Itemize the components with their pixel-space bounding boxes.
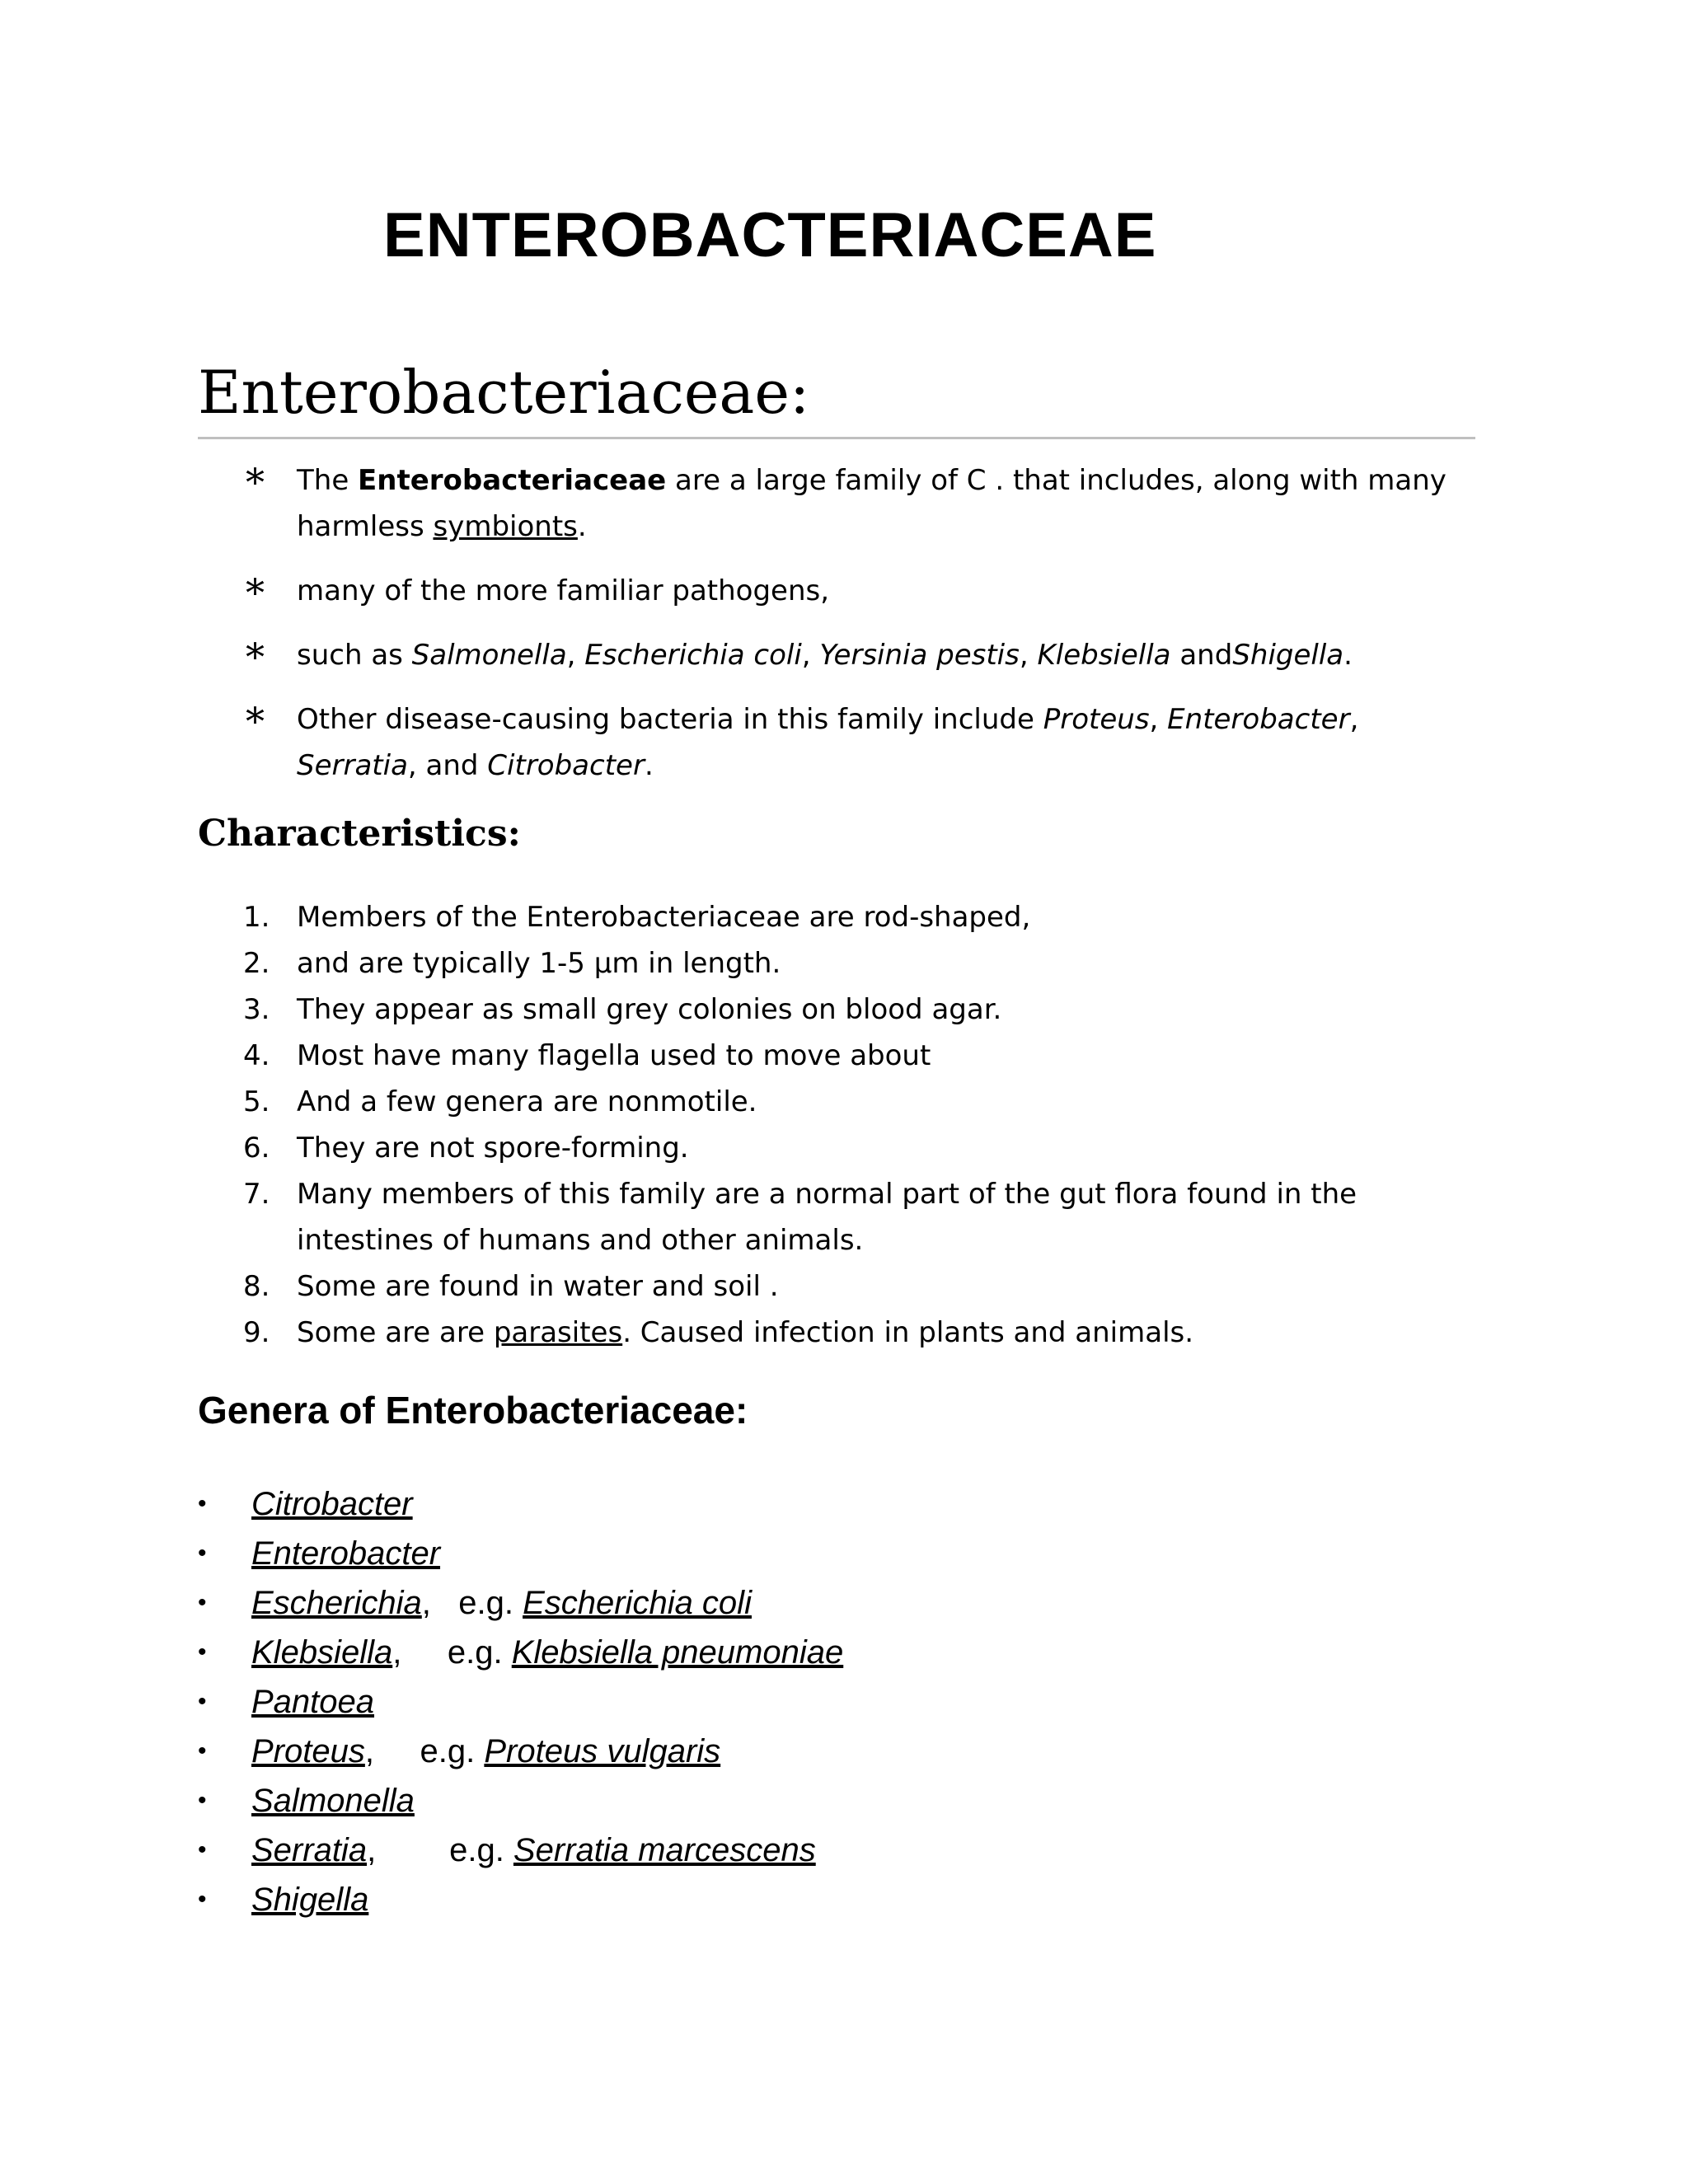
list-item: 2. and are typically 1-5 µm in length.	[243, 947, 781, 980]
section-heading-enterobacteriaceae: Enterobacteriaceae:	[198, 363, 1475, 439]
list-item: 5. And a few genera are nonmotile.	[243, 1085, 757, 1118]
link-parasites[interactable]: parasites	[493, 1316, 623, 1349]
section-heading-characteristics: Characteristics:	[198, 813, 521, 855]
document-title: ENTEROBACTERIACEAE	[383, 200, 1157, 270]
link-proteus[interactable]: Proteus	[251, 1733, 365, 1769]
link-escherichia[interactable]: Escherichia	[251, 1585, 422, 1621]
list-item: 7. Many members of this family are a normal part of the gut flora found in the intestines of humans and other animals.	[243, 1178, 1357, 1257]
list-item: 9. Some are are parasites. Caused infection in plants and animals.	[243, 1316, 1194, 1349]
intro-list	[198, 457, 1484, 807]
characteristics-list	[198, 894, 1500, 1356]
list-item: • Proteus, e.g. Proteus vulgaris	[198, 1727, 843, 1776]
asterisk-bullet-icon: *	[246, 460, 265, 504]
asterisk-bullet-icon: *	[246, 570, 265, 615]
bullet-icon: •	[198, 1638, 207, 1666]
asterisk-bullet-icon: *	[246, 635, 265, 679]
link-symbionts[interactable]: symbionts	[433, 510, 578, 543]
list-item: 6. They are not spore-forming.	[243, 1132, 689, 1165]
list-item: 3. They appear as small grey colonies on blood agar.	[243, 993, 1002, 1026]
list-item	[198, 1875, 843, 1924]
link-escherichia-coli[interactable]: Escherichia coli	[523, 1585, 752, 1621]
asterisk-bullet-icon: *	[246, 699, 265, 743]
genera-list	[198, 1479, 843, 1924]
list-item: * such as Salmonella, Escherichia coli, Yersinia pestis, Klebsiella andShigella.	[246, 635, 1353, 679]
list-item	[198, 1677, 843, 1727]
link-pantoea[interactable]: Pantoea	[251, 1684, 375, 1720]
bullet-icon: •	[198, 1836, 207, 1863]
list-item: • Escherichia, e.g. Escherichia coli	[198, 1578, 843, 1628]
list-item: 4. Most have many flagella used to move about	[243, 1039, 931, 1072]
link-klebsiella[interactable]: Klebsiella	[251, 1634, 393, 1671]
link-citrobacter[interactable]: Citrobacter	[251, 1486, 413, 1522]
link-serratia[interactable]: Serratia	[251, 1832, 368, 1868]
list-item	[198, 1529, 843, 1578]
list-item: • Klebsiella, e.g. Klebsiella pneumoniae	[198, 1628, 843, 1677]
link-proteus-vulgaris[interactable]: Proteus vulgaris	[484, 1733, 721, 1769]
bullet-icon: •	[198, 1490, 207, 1517]
link-enterobacter[interactable]: Enterobacter	[251, 1535, 441, 1572]
bullet-icon: •	[198, 1787, 207, 1814]
list-item: 1. Members of the Enterobacteriaceae are rod-shaped,	[243, 901, 1031, 934]
link-klebsiella-pneumoniae[interactable]: Klebsiella pneumoniae	[511, 1634, 844, 1671]
list-item: * Other disease-causing bacteria in this family include Proteus, Enterobacter, Serratia, and Citrobacter.	[246, 699, 1359, 782]
list-item: * many of the more familiar pathogens,	[246, 570, 830, 615]
link-salmonella[interactable]: Salmonella	[251, 1783, 415, 1819]
link-shigella[interactable]: Shigella	[251, 1882, 369, 1918]
list-item: * The Enterobacteriaceae are a large family of C . that includes, along with many harmless symbionts.	[246, 460, 1447, 543]
link-serratia-marcescens[interactable]: Serratia marcescens	[513, 1832, 816, 1868]
bullet-icon: •	[198, 1886, 207, 1913]
list-item: • Serratia, e.g. Serratia marcescens	[198, 1825, 843, 1875]
list-item	[198, 1776, 843, 1825]
bullet-icon: •	[198, 1589, 207, 1616]
list-item	[198, 1479, 843, 1529]
list-item: 8. Some are found in water and soil .	[243, 1270, 779, 1303]
bullet-icon: •	[198, 1737, 207, 1765]
bullet-icon: •	[198, 1540, 207, 1567]
bullet-icon: •	[198, 1688, 207, 1715]
section-heading-genera: Genera of Enterobacteriaceae:	[198, 1389, 748, 1432]
